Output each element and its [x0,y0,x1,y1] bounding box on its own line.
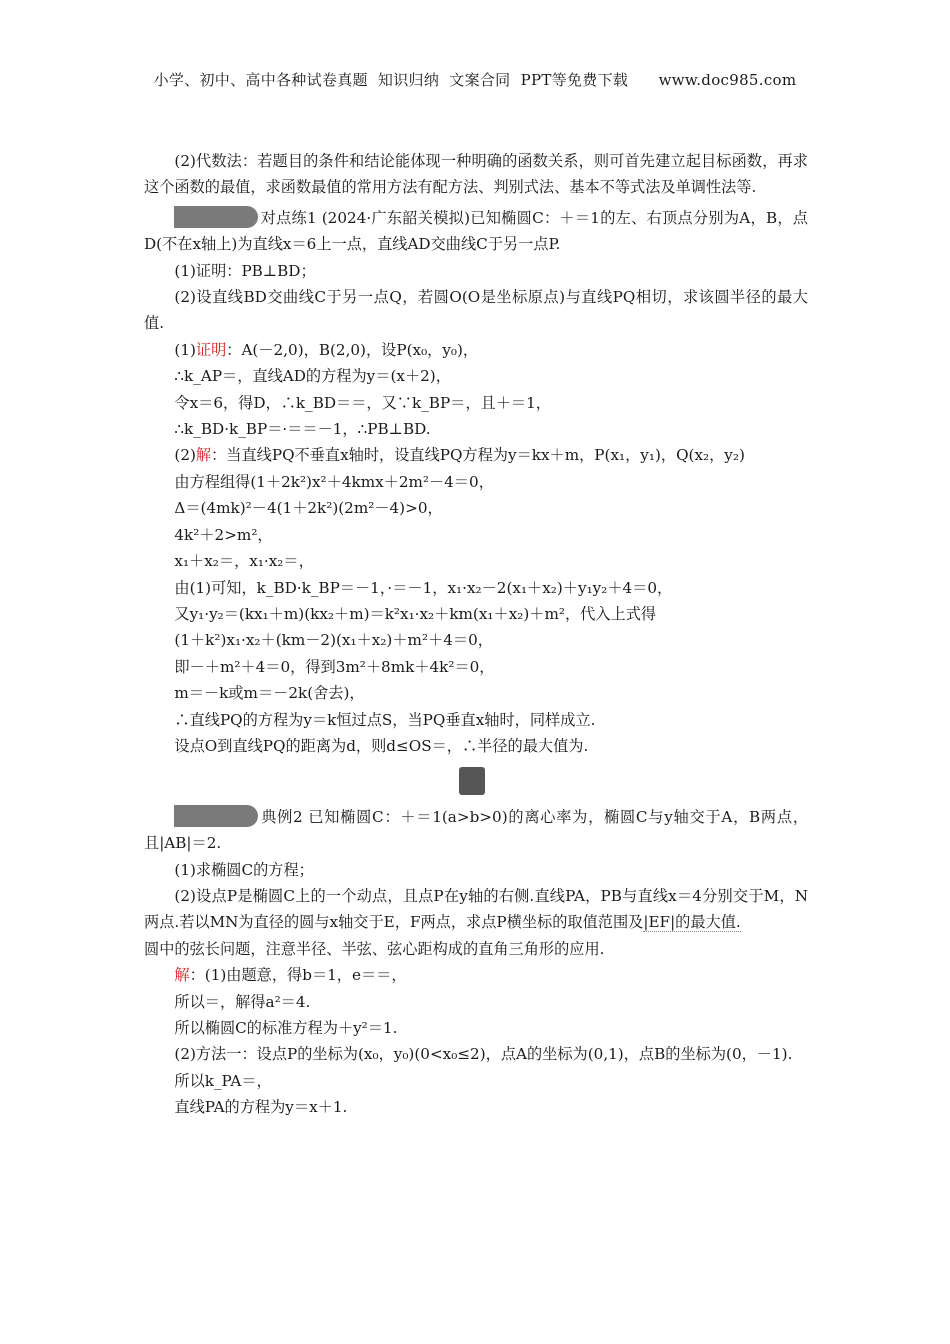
answer-line-1 [144,962,808,988]
proof-label: 证明 [195,340,227,359]
answer-text: ：(1)由题意，得b＝1，e＝＝， [189,966,407,985]
example-tag [174,805,258,827]
proof-line-2: ∴k_AP＝，直线AD的方程为y＝(x＋2)， [174,367,451,386]
practice-tag [174,206,258,228]
proof-number: (1) [174,340,196,359]
answer-line-5: 所以k_PA＝， [174,1071,272,1090]
proof-line-1 [144,337,808,363]
solution-line-3: Δ＝(4mk)²－4(1＋2k²)(2m²－4)>0， [174,499,443,518]
method-paragraph: (2)代数法：若题目的条件和结论能体现一种明确的函数关系，则可首先建立起目标函数，再求这个函数的最值，求函数最值的常用方法有配方法、判别式法、基本不等式法及单调性法等. [144,152,808,197]
solution-line-8: (1＋k²)x₁·x₂＋(km－2)(x₁＋x₂)＋m²＋4＝0， [174,631,493,650]
proof-text: ：A(－2,0)，B(2,0)，设P(x₀，y₀)， [226,340,479,359]
hint-text: 圆中的弦长问题，注意半径、半弦、弦心距构成的直角三角形的应用. [144,939,605,958]
section-title [144,767,808,799]
answer-line-6: 直线PA的方程为y＝x＋1. [174,1098,348,1117]
answer-label: 解 [174,966,190,985]
page-header: 小学、初中、高中各种试卷真题 知识归纳 文案合同 PPT等免费下载 www.doc985.com [153,71,797,89]
example-2-question [144,804,808,857]
proof-line-3: 令x＝6，得D，∴k_BD＝＝，又∵k_BP＝，且＋＝1， [174,393,551,412]
example-2-part2 [144,883,808,936]
example-2-part2-text: (2)设点P是椭圆C上的一个动点，且点P在y轴的右侧.直线PA，PB与直线x＝4分别交于M，N两点.若以MN为直径的圆与x轴交于E，F两点，求点P横坐标的取值范围及 [144,886,808,932]
example-2-part2-emphasis: |EF|的最大值. [643,913,741,932]
solution-line-6: 由(1)可知，k_BD·k_BP＝－1，·＝－1，x₁·x₂－2(x₁＋x₂)＋y₁y₂＋4＝0， [174,578,673,597]
solution-line-9: 即－＋m²＋4＝0，得到3m²＋8mk＋4k²＝0， [174,657,495,676]
solution-line-5: x₁＋x₂＝，x₁·x₂＝， [174,552,314,571]
answer-line-4: (2)方法一：设点P的坐标为(x₀，y₀)(0<x₀≤2)，点A的坐标为(0,1)，点B的坐标为(0，－1). [174,1045,793,1064]
solution-line-10: m＝－k或m＝－2k(舍去)， [174,684,365,703]
proof-line-4: ∴k_BD·k_BP＝·＝＝－1，∴PB⊥BD. [174,420,431,439]
solution-line-1 [144,442,808,468]
solution-line-7: 又y₁·y₂＝(kx₁＋m)(kx₂＋m)＝k²x₁·x₂＋km(x₁＋x₂)＋m²，代入上式得 [174,604,657,623]
solution-number: (2) [174,446,196,465]
section-number-badge [459,767,485,795]
solution-line-2: 由方程组得(1＋2k²)x²＋4kmx＋2m²－4＝0， [174,472,494,491]
answer-line-2: 所以＝，解得a²＝4. [174,992,311,1011]
example-2-part1: (1)求椭圆C的方程； [174,860,314,879]
practice-1-part2: (2)设直线BD交曲线C于另一点Q，若圆O(O是坐标原点)与直线PQ相切，求该圆半径的最大值. [144,288,808,333]
solution-label: 解 [195,446,212,465]
practice-1-question [144,205,808,258]
document-body [144,148,808,1121]
practice-1-text: 对点练1 (2024·广东韶关模拟)已知椭圆C：＋＝1的左、右顶点分别为A，B，点D(不在x轴上)为直线x＝6上一点，直线AD交曲线C于另一点P. [144,208,808,254]
solution-line-11: ∴直线PQ的方程为y＝k恒过点S，当PQ垂直x轴时，同样成立. [174,710,596,729]
practice-1-part1: (1)证明：PB⊥BD； [174,261,316,280]
solution-line-4: 4k²＋2>m²， [174,525,273,544]
answer-line-3: 所以椭圆C的标准方程为＋y²＝1. [174,1019,398,1037]
solution-text: ：当直线PQ不垂直x轴时，设直线PQ方程为y＝kx＋m，P(x₁，y₁)，Q(x₂，y₂) [211,446,745,465]
example-2-text: 典例2 已知椭圆C：＋＝1(a>b>0)的离心率为，椭圆C与y轴交于A，B两点，且|AB|＝2. [144,807,808,853]
solution-line-12: 设点O到直线PQ的距离为d，则d≤OS＝，∴半径的最大值为. [174,736,589,755]
